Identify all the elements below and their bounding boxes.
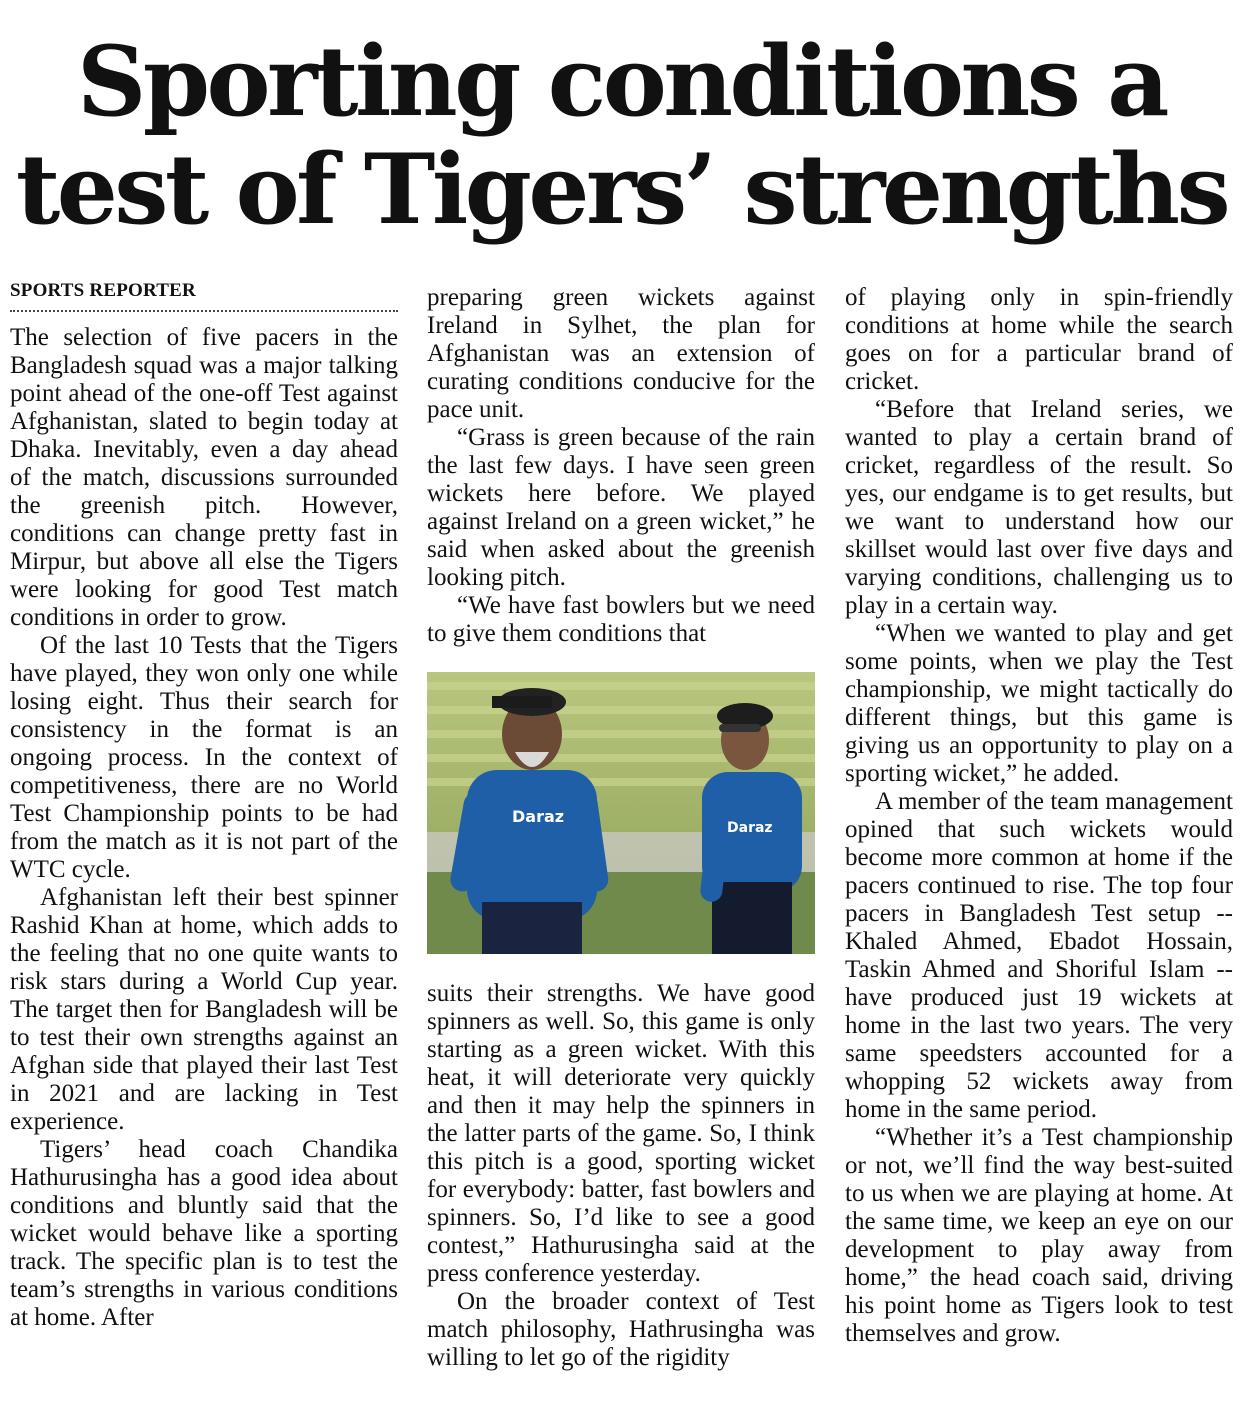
paragraph: “When we wanted to play and get some points, when we play the Test championship, we might tactically do different things, but this game is giving us an opportunity to play on a sporting wicket,” he added. [845, 620, 1233, 787]
paragraph: The selection of five pacers in the Bangladesh squad was a major talking point ahead of the one-off Test against Afghanistan, slated to begin today at Dhaka. Inevitably, even a day ahead of the match, discussions surrounded the greenish pitch. However, conditions can change pretty fast in Mirpur, but above all else the Tigers were looking for good Test match conditions in order to grow. [10, 324, 398, 631]
column-1 [10, 280, 398, 1332]
paragraph: Tigers’ head coach Chandika Hathurusingha has a good idea about conditions and bluntly said that the wicket would behave like a sporting track. The specific plan is to test the team’s strengths in various conditions at home. After [10, 1136, 398, 1331]
paragraph: “Grass is green because of the rain the last few days. I have seen green wickets here before. We played against Ireland on a green wicket,” he said when asked about the greenish looking pitch. [427, 424, 815, 591]
paragraph: Of the last 10 Tests that the Tigers have played, they won only one while losing eight. Thus their search for consistency in the format is an ongoing process. In the context of competitiveness, there are no World Test Championship points to be had from the match as it is not part of the WTC cycle. [10, 632, 398, 883]
column-2 [427, 284, 815, 1372]
byline: SPORTS REPORTER [10, 280, 398, 312]
jersey-text: Daraz [727, 820, 773, 836]
headline: Sporting conditions a test of Tigers’ strengths [15, 25, 1228, 246]
column-3 [845, 284, 1233, 1348]
paragraph: Afghanistan left their best spinner Rashid Khan at home, which adds to the feeling that no one quite wants to risk stars during a World Cup year. The target then for Bangladesh will be to test their own strengths against an Afghan side that played their last Test in 2021 and are lacking in Test experience. [10, 884, 398, 1135]
paragraph: suits their strengths. We have good spinners as well. So, this game is only starting as a green wicket. With this heat, it will deteriorate very quickly and then it may help the spinners in the latter parts of the game. So, I think this pitch is a good, sporting wicket for everybody: batter, fast bowlers and spinners. So, I’d like to see a good contest,” Hathurusingha said at the press conference yesterday. [427, 980, 815, 1287]
paragraph: of playing only in spin-friendly conditions at home while the search goes on for a particular brand of cricket. [845, 284, 1233, 395]
paragraph: A member of the team management opined that such wickets would become more common at home if the pacers continued to rise. The top four pacers in Bangladesh Test setup -- Khaled Ahmed, Ebadot Hossain, Taskin Ahmed and Shoriful Islam -- have produced just 19 wickets at home in the last two years. The very same speedsters accounted for a whopping 52 wickets away from home in the same period. [845, 788, 1233, 1123]
news-photo [427, 672, 815, 954]
paragraph: On the broader context of Test match philosophy, Hathrusingha was willing to let go of the rigidity [427, 1288, 815, 1371]
paragraph: “Before that Ireland series, we wanted to play a certain brand of cricket, regardless of the result. So yes, our endgame is to get results, but we want to understand how our skillset would last over five days and varying conditions, challenging us to play in a certain way. [845, 396, 1233, 619]
photo-coaches-illustration [427, 672, 815, 954]
jersey-text: Daraz [512, 807, 565, 826]
paragraph: preparing green wickets against Ireland in Sylhet, the plan for Afghanistan was an extension of curating conditions conducive for the pace unit. [427, 284, 815, 423]
paragraph: “Whether it’s a Test championship or not, we’ll find the way best-suited to us when we are playing at home. At the same time, we keep an eye on our development to play away from home,” the head coach said, driving his point home as Tigers look to test themselves and grow. [845, 1124, 1233, 1347]
paragraph: “We have fast bowlers but we need to give them conditions that [427, 592, 815, 647]
